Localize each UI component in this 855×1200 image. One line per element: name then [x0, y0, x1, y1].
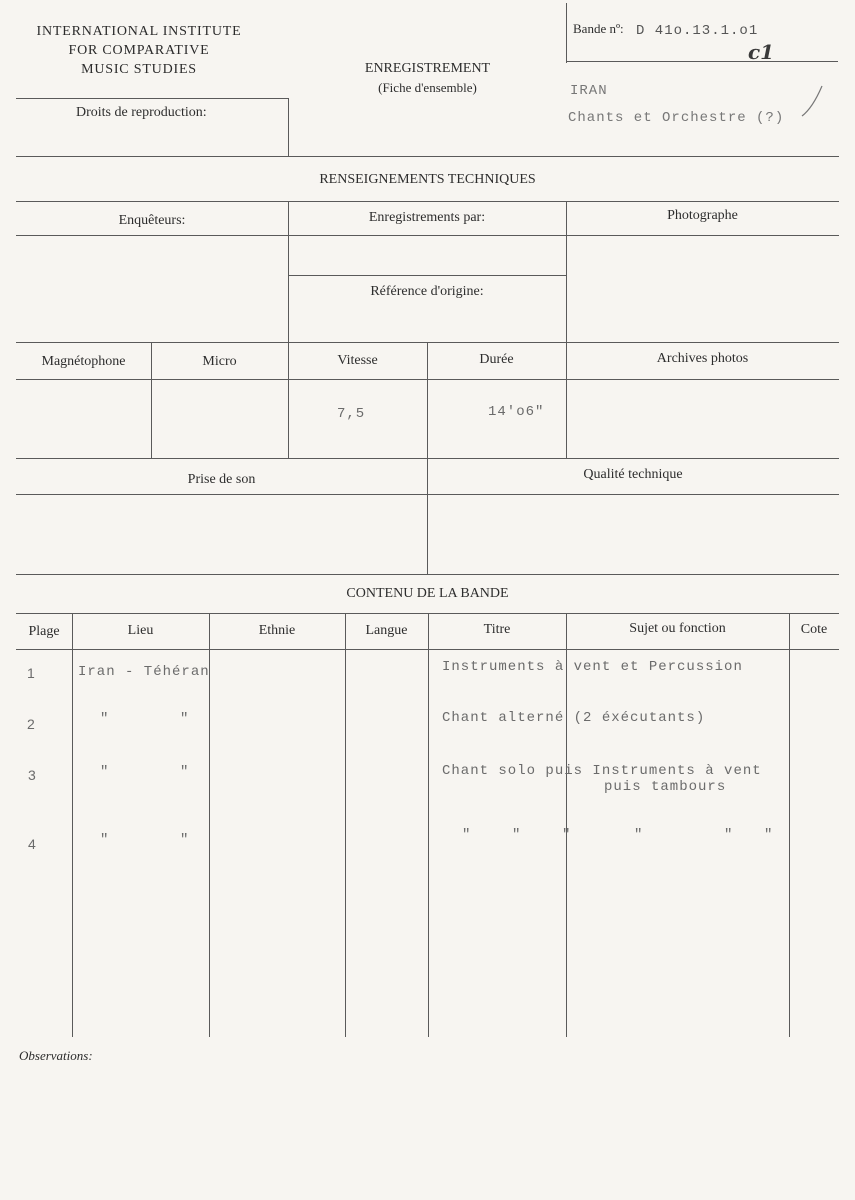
header-cote: Cote [800, 622, 828, 637]
content-section-title: CONTENU DE LA BANDE [346, 586, 509, 601]
titre-ditto-mark: " [512, 827, 522, 843]
qualite-technique-label: Qualité technique [583, 467, 683, 482]
duree-label: Durée [479, 352, 514, 367]
titre-value: Chant alterné (2 éxécutants) [442, 710, 706, 726]
plage-number: 3 [28, 767, 36, 783]
enregistrements-par-label: Enregistrements par: [368, 210, 486, 225]
header-plage: Plage [28, 624, 60, 639]
lieu-ditto-mark: " [100, 764, 110, 780]
header-titre: Titre [483, 622, 511, 637]
sujet-ditto-mark: " [634, 827, 644, 843]
tech-section-title: RENSEIGNEMENTS TECHNIQUES [319, 172, 536, 187]
sujet-ditto-mark: " [764, 827, 774, 843]
record-subtitle: (Fiche d'ensemble) [378, 80, 477, 95]
rights-label: Droits de reproduction: [76, 105, 207, 120]
photographe-label: Photographe [667, 208, 738, 223]
enqueteurs-label: Enquêteurs: [118, 213, 186, 228]
bande-number: D 41o.13.1.o1 [636, 23, 759, 39]
country-value: IRAN [570, 83, 608, 99]
institute-name [14, 22, 264, 79]
titre-ditto-mark: " [462, 827, 472, 843]
micro-label: Micro [202, 354, 237, 369]
institute-line-2: FOR COMPARATIVE [68, 43, 210, 58]
record-title: ENREGISTREMENT [364, 61, 491, 76]
bande-label: Bande nº: [573, 21, 624, 36]
magnetophone-label: Magnétophone [41, 354, 126, 369]
subject-value: Chants et Orchestre (?) [568, 110, 785, 126]
check-mark-icon [800, 84, 824, 120]
vitesse-value: 7,5 [337, 406, 366, 422]
institute-line-1: INTERNATIONAL INSTITUTE [36, 24, 242, 39]
lieu-ditto-mark: " [100, 711, 110, 727]
lieu-value: Iran - Téhéran [78, 664, 210, 680]
plage-number: 2 [27, 716, 35, 732]
prise-de-son-label: Prise de son [187, 472, 256, 487]
bande-handwritten-mark: c1 [748, 40, 775, 64]
sujet-ditto-mark: " [724, 827, 734, 843]
vitesse-label: Vitesse [337, 353, 378, 368]
titre-value: Chant solo puis Instruments à vent [442, 763, 762, 779]
lieu-ditto-mark: " [180, 832, 190, 848]
titre-value-continued: puis tambours [604, 779, 727, 795]
reference-origine-label: Référence d'origine: [370, 284, 484, 299]
institute-line-3: MUSIC STUDIES [81, 62, 197, 77]
titre-value: Instruments à vent et Percussion [442, 659, 743, 675]
plage-number: 1 [27, 665, 35, 681]
lieu-ditto-mark: " [180, 764, 190, 780]
titre-ditto-mark: " [562, 827, 572, 843]
lieu-ditto-mark: " [180, 711, 190, 727]
plage-number: 4 [28, 836, 36, 852]
archives-photos-label: Archives photos [656, 351, 749, 366]
observations-label: Observations: [19, 1048, 93, 1063]
header-lieu: Lieu [127, 623, 154, 638]
duree-value: 14'o6" [488, 404, 545, 420]
header-langue: Langue [365, 623, 408, 638]
lieu-ditto-mark: " [100, 832, 110, 848]
header-sujet: Sujet ou fonction [629, 621, 726, 636]
header-ethnie: Ethnie [258, 623, 296, 638]
